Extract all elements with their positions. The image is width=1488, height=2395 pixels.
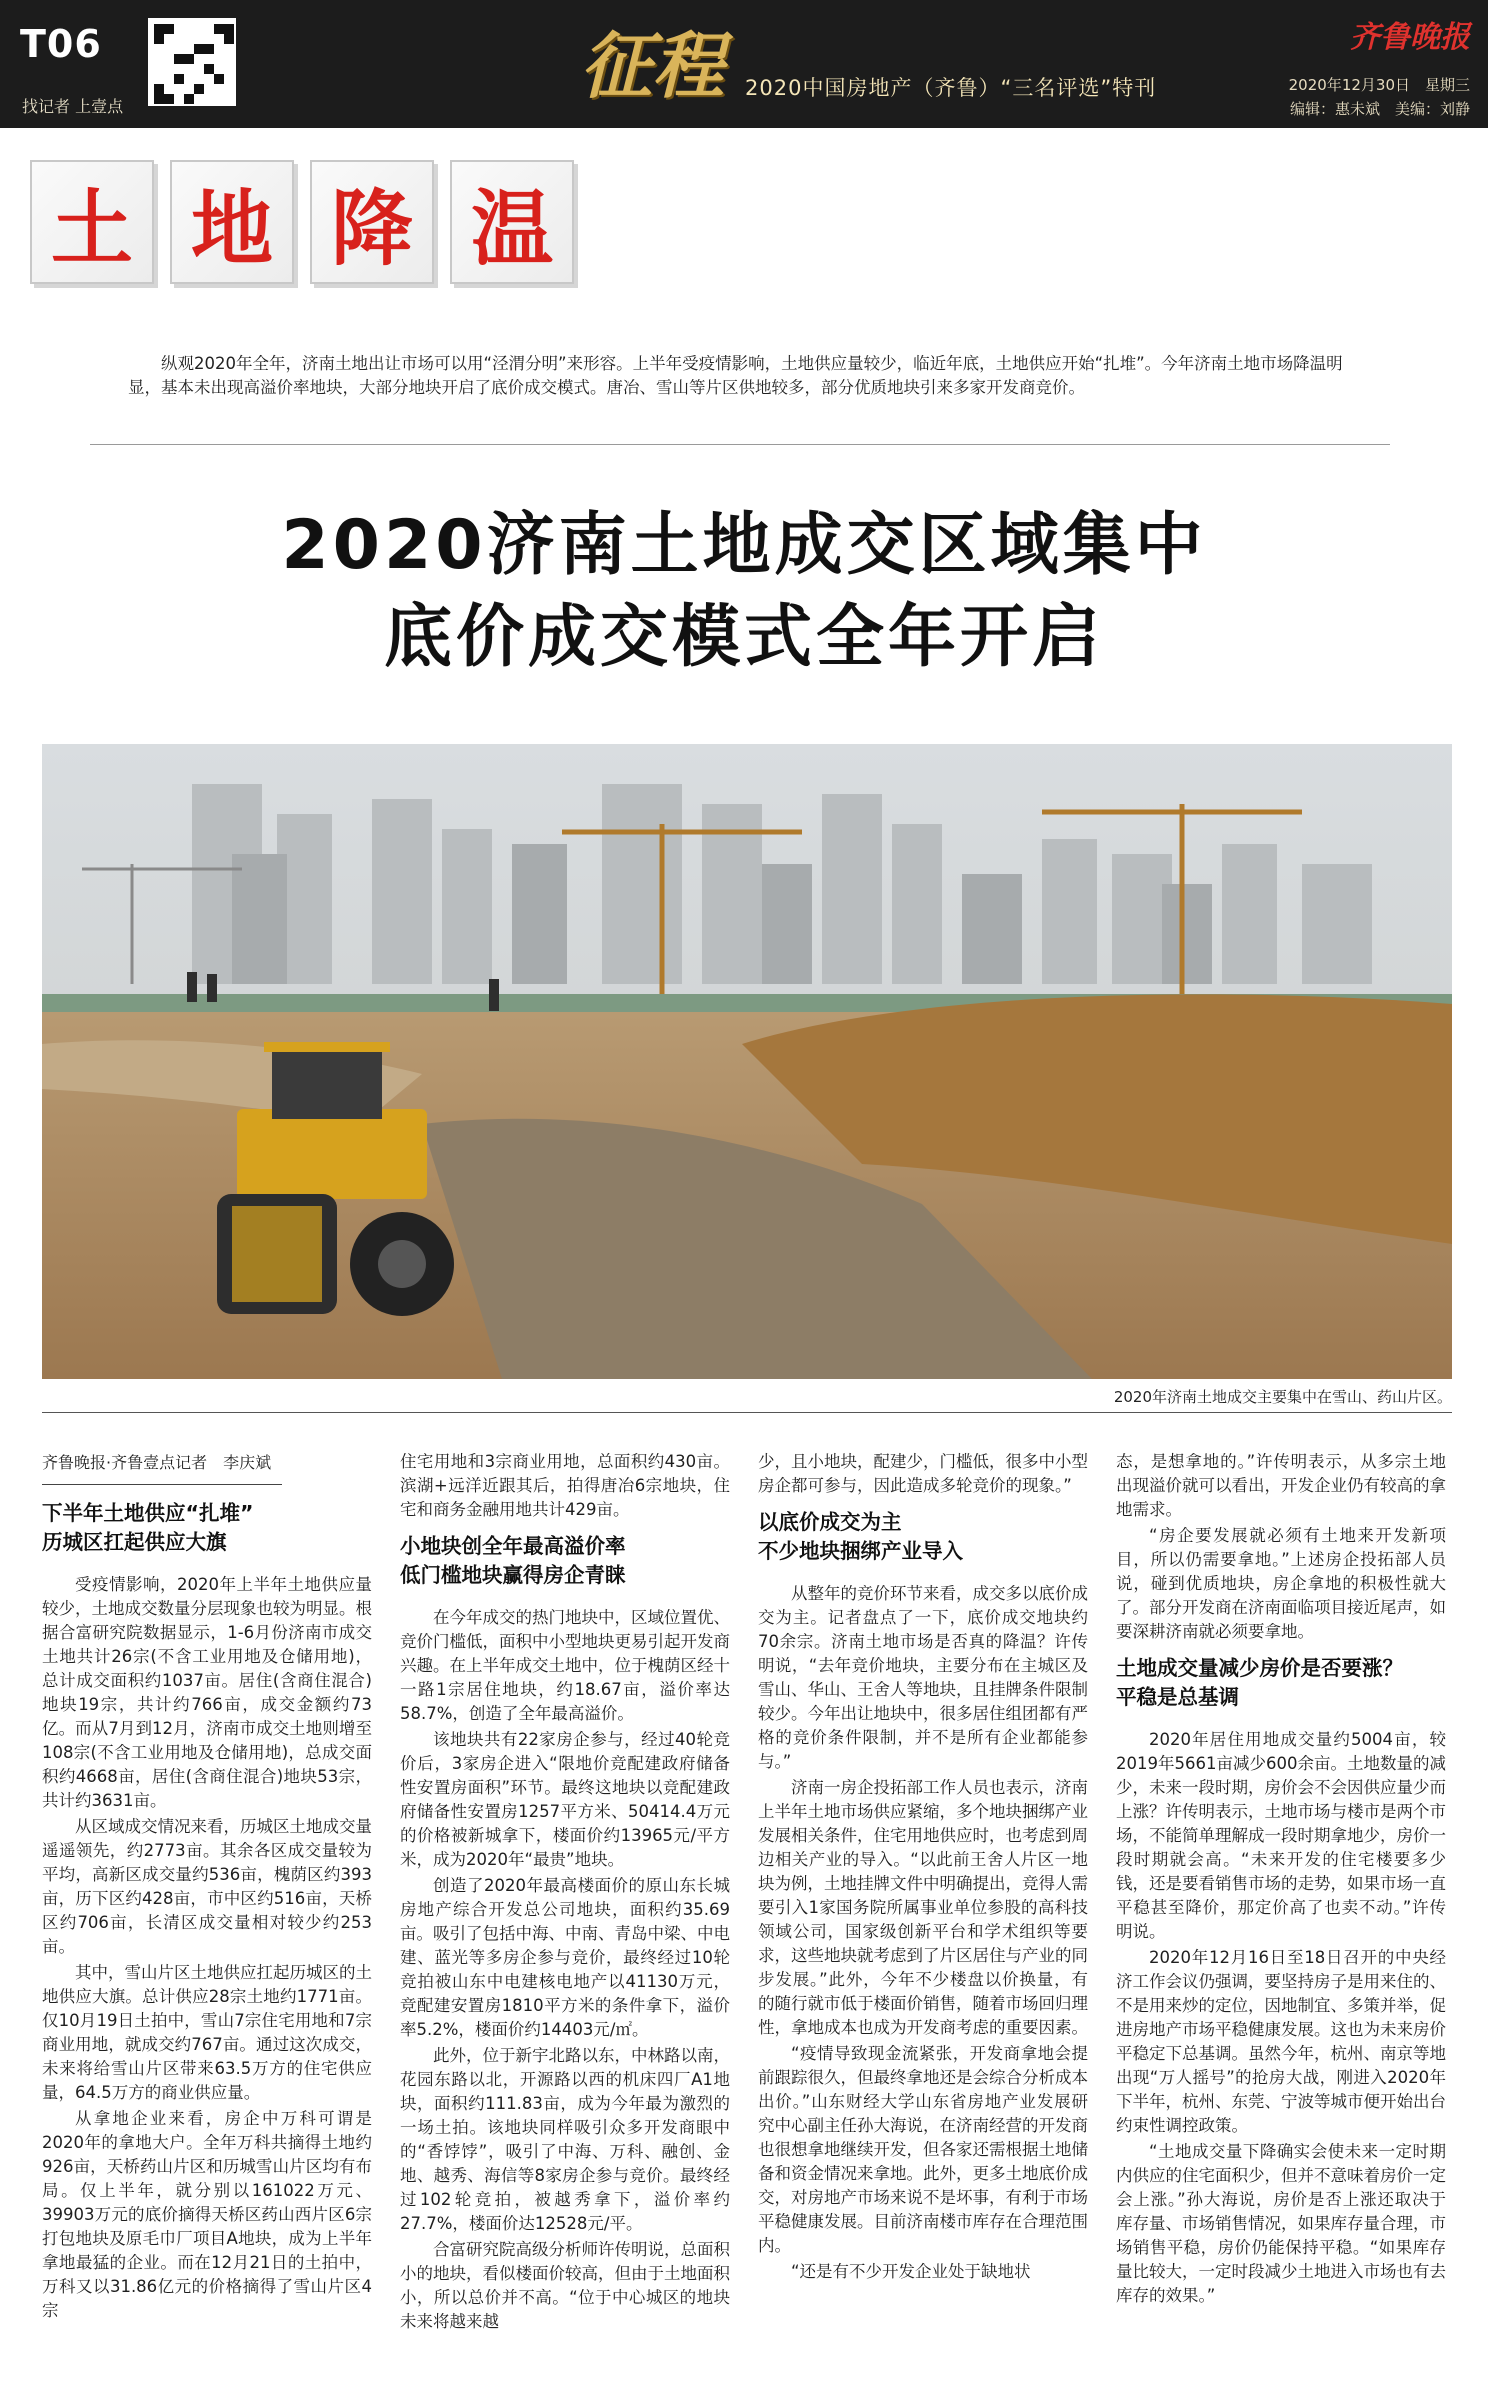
paragraph: 2020年12月16日至18日召开的中央经济工作会议仍强调，要坚持房子是用来住的、不是用来炒的定位，因地制宜、多策并举，促进房地产市场平稳健康发展。这也为未来房价平稳定下总基调。虽然今年，杭州、南京等地出现“万人摇号”的抢房大战，刚进入2020年下半年，杭州、东莞、宁波等城市便开始出台约束性调控政策。 bbox=[1116, 1948, 1446, 2135]
paragraph: 此外，位于新宇北路以东，中林路以南，花园东路以北，开源路以西的机床四厂A1地块，面积约111.83亩，成为今年最为激烈的一场土拍。该地块同样吸引众多开发商眼中的“香饽饽”，吸引了中海、万科、融创、金地、越秀、海信等8家房企参与竞价。最终经过102轮竞拍，被越秀拿下，溢价率约27.7%，楼面价达12528元/平。 bbox=[400, 2046, 730, 2233]
subheading: 小地块创全年最高溢价率 低门槛地块赢得房企青睐 bbox=[400, 1534, 626, 1587]
section-title-char: 温 bbox=[450, 160, 574, 284]
qr-module bbox=[194, 84, 204, 94]
subheading: 以底价成交为主 不少地块捆绑产业导入 bbox=[758, 1510, 963, 1563]
paragraph: 该地块共有22家房企参与，经过40轮竞价后，3家房企进入“限地价竞配建政府储备性安置房面积”环节。最终这地块以竞配建政府储备性安置房1257平方米、50414.4万元的价格被新城拿下，楼面价约13965元/平方米，成为2020年“最贵”地块。 bbox=[400, 1730, 730, 1869]
qr-module bbox=[224, 24, 234, 34]
section-title-char: 土 bbox=[30, 160, 154, 284]
qr-module bbox=[194, 44, 204, 54]
qr-module bbox=[224, 34, 234, 44]
qr-module bbox=[184, 54, 194, 64]
qr-module bbox=[154, 84, 164, 94]
reporter-contact: 找记者 上壹点 bbox=[22, 97, 124, 116]
headline-line-2: 底价成交模式全年开启 bbox=[383, 598, 1104, 677]
qr-module bbox=[154, 34, 164, 44]
paragraph: 合富研究院高级分析师许传明说，总面积小的地块，看似楼面价较高，但由于土地面积小，所以总价并不高。“位于中心城区的地块未来将越来越 bbox=[400, 2240, 730, 2331]
masthead bbox=[0, 0, 1488, 128]
paragraph: 创造了2020年最高楼面价的原山东长城房地产综合开发总公司地块，面积约35.69亩。吸引了包括中海、中南、青岛中梁、中电建、蓝光等多房企参与竞价，最终经过10轮竞拍被山东中电建核电地产以41130万元，竞配建安置房1810平方米的条件拿下，溢价率5.2%，楼面价约14403元/㎡。 bbox=[400, 1876, 730, 2039]
article-column-4 bbox=[1116, 1450, 1446, 2380]
qr-module bbox=[174, 54, 184, 64]
subheading: 下半年土地供应“扎堆” 历城区扛起供应大旗 bbox=[42, 1501, 254, 1554]
page-number: T06 bbox=[20, 22, 102, 66]
subheading: 土地成交量减少房价是否要涨？ 平稳是总基调 bbox=[1116, 1656, 1403, 1709]
banner-subtitle: 2020中国房地产（齐鲁）“三名评选”特刊 bbox=[745, 76, 1157, 100]
qr-module bbox=[214, 74, 224, 84]
paragraph: 态，是想拿地的。”许传明表示，从多宗土地出现溢价就可以看出，开发企业仍有较高的拿地需求。 bbox=[1116, 1452, 1446, 1519]
paragraph: 从拿地企业来看，房企中万科可谓是2020年的拿地大户。全年万科共摘得土地约926亩，天桥药山片区和历城雪山片区均有布局。仅上半年，就分别以161022万元、39903万元的底价摘得天桥区药山西片区6宗打包地块及原毛巾厂项目A地块，成为上半年拿地最猛的企业。而在12月21日的土拍中，万科又以31.86亿元的价格摘得了雪山片区4宗 bbox=[42, 2109, 372, 2320]
qr-module bbox=[174, 74, 184, 84]
construction-site-photo bbox=[42, 744, 1452, 1379]
byline: 齐鲁晚报·齐鲁壹点记者 李庆斌 bbox=[42, 1450, 282, 1485]
paragraph: 从整年的竞价环节来看，成交多以底价成交为主。记者盘点了一下，底价成交地块约70余宗。济南土地市场是否真的降温？许传明说，“去年竞价地块，主要分布在主城区及雪山、华山、王舍人等地块，且挂牌条件限制较少。今年出让地块中，很多居住组团都有严格的竞价条件限制，并不是所有企业都能参与。” bbox=[758, 1584, 1088, 1771]
paragraph: 住宅用地和3宗商业用地，总面积约430亩。滨湖+远洋近跟其后，拍得唐冶6宗地块，住宅和商务金融用地共计429亩。 bbox=[400, 1452, 730, 1519]
paragraph: 受疫情影响，2020年上半年土地供应量较少，土地成交数量分层现象也较为明显。根据合富研究院数据显示，1-6月份济南市成交土地共计26宗(不含工业用地及仓储用地)，总计成交面积约1037亩。居住(含商住混合)地块19宗，共计约766亩，成交金额约73亿。而从7月到12月，济南市成交土地则增至108宗(不含工业用地及仓储用地)，总成交面积约4668亩，居住(含商住混合)地块53宗，共计约3631亩。 bbox=[42, 1575, 372, 1810]
section-title-char: 地 bbox=[170, 160, 294, 284]
qr-module bbox=[214, 24, 224, 34]
paragraph: 在今年成交的热门地块中，区域位置优、竞价门槛低，面积中小型地块更易引起开发商兴趣。在上半年成交土地中，位于槐荫区经十一路1宗居住地块，约18.67亩，溢价率达58.7%，创造了全年最高溢价。 bbox=[400, 1608, 730, 1723]
issue-date: 2020年12月30日 星期三 bbox=[1288, 76, 1470, 94]
paragraph: “房企要发展就必须有土地来开发新项目，所以仍需要拿地。”上述房企投拓部人员说，碰到优质地块，房企拿地的积极性就大了。部分开发商在济南面临项目接近尾声，如要深耕济南就必须要拿地。 bbox=[1116, 1526, 1446, 1641]
lead-paragraph: 纵观2020年全年，济南土地出让市场可以用“泾渭分明”来形容。上半年受疫情影响，土地供应量较少，临近年底，土地供应开始“扎堆”。今年济南土地市场降温明显，基本未出现高溢价率地块，大部分地块开启了底价成交模式。唐冶、雪山等片区供地较多，部分优质地块引来多家开发商竞价。 bbox=[128, 354, 1343, 397]
qr-module bbox=[204, 44, 214, 54]
article-column-2 bbox=[400, 1450, 730, 2380]
divider bbox=[42, 1412, 1452, 1413]
article-column-1 bbox=[42, 1450, 372, 2380]
photo-caption: 2020年济南土地成交主要集中在雪山、药山片区。 bbox=[1113, 1388, 1452, 1406]
qr-module bbox=[204, 64, 214, 74]
paragraph: 2020年居住用地成交量约5004亩，较2019年5661亩减少600余亩。土地数量的减少，未来一段时期，房价会不会因供应量少而上涨？许传明表示，土地市场与楼市是两个市场，不能简单理解成一段时期拿地少，房价一段时期就会高。“未来开发的住宅楼要多少钱，还是要看销售市场的走势，如果市场一直平稳甚至降价，那定价高了也卖不动。”许传明说。 bbox=[1116, 1730, 1446, 1941]
paragraph: 少，且小地块，配建少，门槛低，很多中小型房企都可参与，因此造成多轮竞价的现象。” bbox=[758, 1452, 1088, 1495]
qr-module bbox=[154, 94, 164, 104]
banner-calligraphy: 征程 bbox=[580, 23, 725, 108]
qr-module bbox=[164, 94, 174, 104]
paragraph: 济南一房企投拓部工作人员也表示，济南上半年土地市场供应紧缩，多个地块捆绑产业发展相关条件，住宅用地供应时，也考虑到周边相关产业的导入。“以此前王舍人片区一地块为例，土地挂牌文件中明确提出，竞得人需要引入1家国务院所属事业单位参股的高科技领域公司，国家级创新平台和学术组织等要求，这些地块就考虑到了片区居住与产业的同步发展。”此外，今年不少楼盘以价换量，有的随行就市低于楼面价销售，随着市场回归理性，拿地成本也成为开发商考虑的重要因素。 bbox=[758, 1778, 1088, 2037]
qr-module bbox=[164, 24, 174, 34]
headline-line-1: 2020济南土地成交区域集中 bbox=[281, 506, 1207, 585]
paragraph: “还是有不少开发企业处于缺地状 bbox=[791, 2262, 1031, 2281]
section-title-char: 降 bbox=[310, 160, 434, 284]
editor-credits: 编辑：惠未斌 美编：刘静 bbox=[1289, 100, 1470, 118]
paragraph: “疫情导致现金流紧张，开发商拿地会提前跟踪很久，但最终拿地还是会综合分析成本出价。”山东财经大学山东省房地产业发展研究中心副主任孙大海说，在济南经营的开发商也很想拿地继续开发，但各家还需根据土地储备和资金情况来拿地。此外，更多土地底价成交，对房地产市场来说不是坏事，有利于市场平稳健康发展。目前济南楼市库存在合理范围内。 bbox=[758, 2044, 1088, 2255]
qr-module bbox=[184, 94, 194, 104]
headline bbox=[0, 500, 1488, 684]
article-column-3 bbox=[758, 1450, 1088, 2380]
divider bbox=[90, 444, 1390, 445]
qr-code-icon bbox=[148, 18, 236, 106]
newspaper-logo: 齐鲁晚报 bbox=[1350, 20, 1470, 55]
paragraph: 其中，雪山片区土地供应扛起历城区的土地供应大旗。总计供应28宗土地约1771亩。仅10月19日土拍中，雪山7宗住宅用地和7宗商业用地，就成交约767亩。通过这次成交，未来将给雪山片区带来63.5万方的住宅供应量，64.5万方的商业供应量。 bbox=[42, 1963, 372, 2102]
qr-module bbox=[154, 24, 164, 34]
paragraph: “土地成交量下降确实会使未来一定时期内供应的住宅面积少，但并不意味着房价一定会上涨。”孙大海说，房价是否上涨还取决于库存量、市场销售情况，如果库存量合理，市场销售平稳，房价仍能保持平稳。“如果库存量比较大，一定时段减少土地进入市场也有去库存的效果。” bbox=[1116, 2142, 1446, 2305]
paragraph: 从区域成交情况来看，历城区土地成交量遥遥领先，约2773亩。其余各区成交量较为平均，高新区成交量约536亩，槐荫区约393亩，历下区约428亩，市中区约516亩，天桥区约706亩，长清区成交量相对较少约253亩。 bbox=[42, 1817, 372, 1956]
